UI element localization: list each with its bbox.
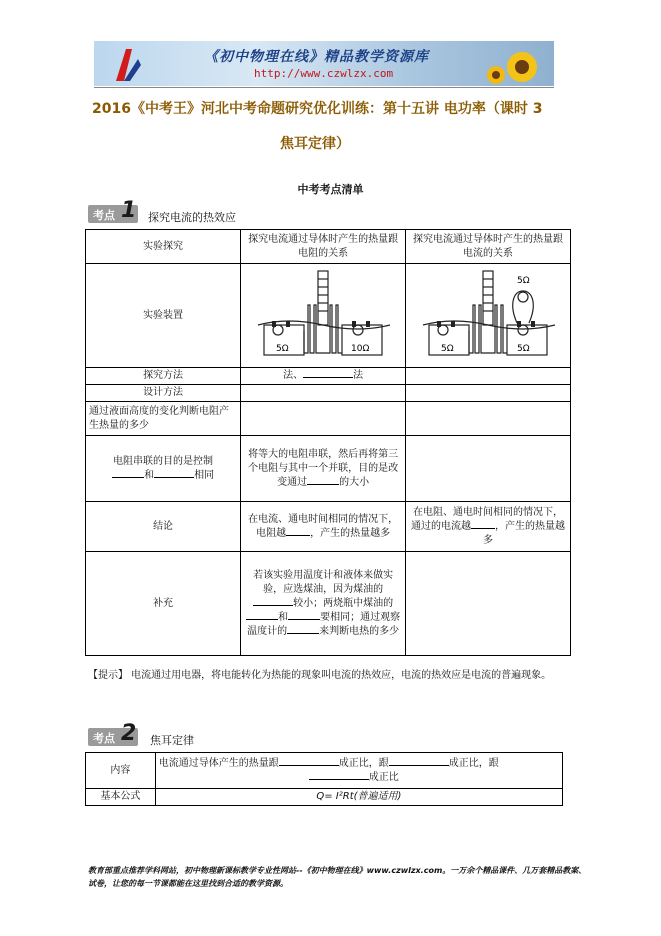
- resistor-label: 5Ω: [517, 276, 530, 286]
- conclusion-current: 在电阻、通电时间相同的情况下，通过的电流越 ，产生的热量越多: [406, 502, 571, 552]
- kaodian-badge-1: [88, 198, 138, 223]
- kaodian-prefix: 考点: [93, 209, 115, 222]
- apparatus-diagram-current: [413, 265, 563, 361]
- banner-url[interactable]: http://www.czwlzx.com: [254, 67, 394, 80]
- kaodian-2-title: 焦耳定律: [150, 734, 194, 747]
- kaodian-number: 1: [121, 198, 137, 223]
- page-title-line2: 焦耳定律）: [280, 136, 350, 152]
- series-label: 电阻串联的目的是控制 和 相同: [86, 436, 241, 502]
- apparatus-diagram-resistance: [248, 265, 398, 361]
- kaodian-1-title: 探究电流的热效应: [148, 211, 236, 224]
- conclusion-resistance: 在电流、通电时间相同的情况下，电阻越 ，产生的热量越多: [241, 502, 406, 552]
- liquid-cell-empty: [241, 402, 406, 436]
- supplement-label: 补充: [86, 552, 241, 656]
- table-header-cell: 探究电流通过导体时产生的热量跟电阻的关系: [241, 230, 406, 264]
- kaodian-number: 2: [121, 721, 137, 746]
- content-cell: 电流通过导体产生的热量跟 成正比，跟 成正比，跟 成正比: [155, 753, 562, 789]
- sunflower-icon: [484, 45, 544, 85]
- kaodian-prefix: 考点: [93, 732, 115, 745]
- design-cell-empty: [406, 385, 571, 402]
- apparatus-cell-resistance: [241, 264, 406, 368]
- logo-icon: [112, 45, 142, 83]
- resistor-label: 5Ω: [276, 344, 289, 354]
- footer-text: 教育部重点推荐学科网站，初中物理新课标教学专业性网站--《初中物理在线》www.czwlzx.com。一万余个精品课件、几万套精品教案、试卷，让您的每一节课都能在这里找到合适的教学资源。: [88, 866, 587, 888]
- device-label: 实验装置: [86, 264, 241, 368]
- kaodian-badge-2: [88, 721, 138, 746]
- formula-cell: Q= I²Rt(普遍适用): [155, 789, 562, 806]
- formula-label: 基本公式: [86, 789, 156, 806]
- heat-effect-table: [85, 229, 571, 656]
- content-label: 内容: [86, 753, 156, 789]
- series-desc: 将等大的电阻串联，然后再将第三个电阻与其中一个并联，目的是改变通过 的大小: [241, 436, 406, 502]
- resistor-label: 10Ω: [351, 344, 370, 354]
- method-cell-empty: [406, 368, 571, 385]
- apparatus-cell-current: [406, 264, 571, 368]
- table-header-cell: 实验探究: [86, 230, 241, 264]
- page-title-line1: 2016《中考王》河北中考命题研究优化训练：第十五讲 电功率（课时 3: [92, 101, 543, 117]
- section-title: 中考考点清单: [297, 183, 364, 196]
- resistor-label: 5Ω: [517, 344, 530, 354]
- supplement-text: 若该实验用温度计和液体来做实验，应选煤油，因为煤油的较小；两烧瓶中煤油的和 要相同；通过观察温度计的 来判断电热的多少: [241, 552, 406, 656]
- liquid-cell-empty: [406, 402, 571, 436]
- header-banner: [94, 41, 554, 86]
- design-label: 设计方法: [86, 385, 241, 402]
- supplement-cell-empty: [406, 552, 571, 656]
- tip-text: 【提示】 电流通过用电器，将电能转化为热能的现象叫电流的热效应，电流的热效应是电流的普遍现象。: [88, 670, 552, 681]
- method-label: 探究方法: [86, 368, 241, 385]
- table-header-cell: 探究电流通过导体时产生的热量跟电流的关系: [406, 230, 571, 264]
- design-cell-empty: [241, 385, 406, 402]
- liquid-label: 通过液面高度的变化判断电阻产生热量的多少: [86, 402, 241, 436]
- conclusion-label: 结论: [86, 502, 241, 552]
- series-cell-empty: [406, 436, 571, 502]
- banner-divider: [94, 87, 554, 88]
- joule-law-table: [85, 752, 563, 806]
- banner-title: 《初中物理在线》精品教学资源库: [204, 49, 429, 65]
- resistor-label: 5Ω: [441, 344, 454, 354]
- method-cell: 法、 法: [241, 368, 406, 385]
